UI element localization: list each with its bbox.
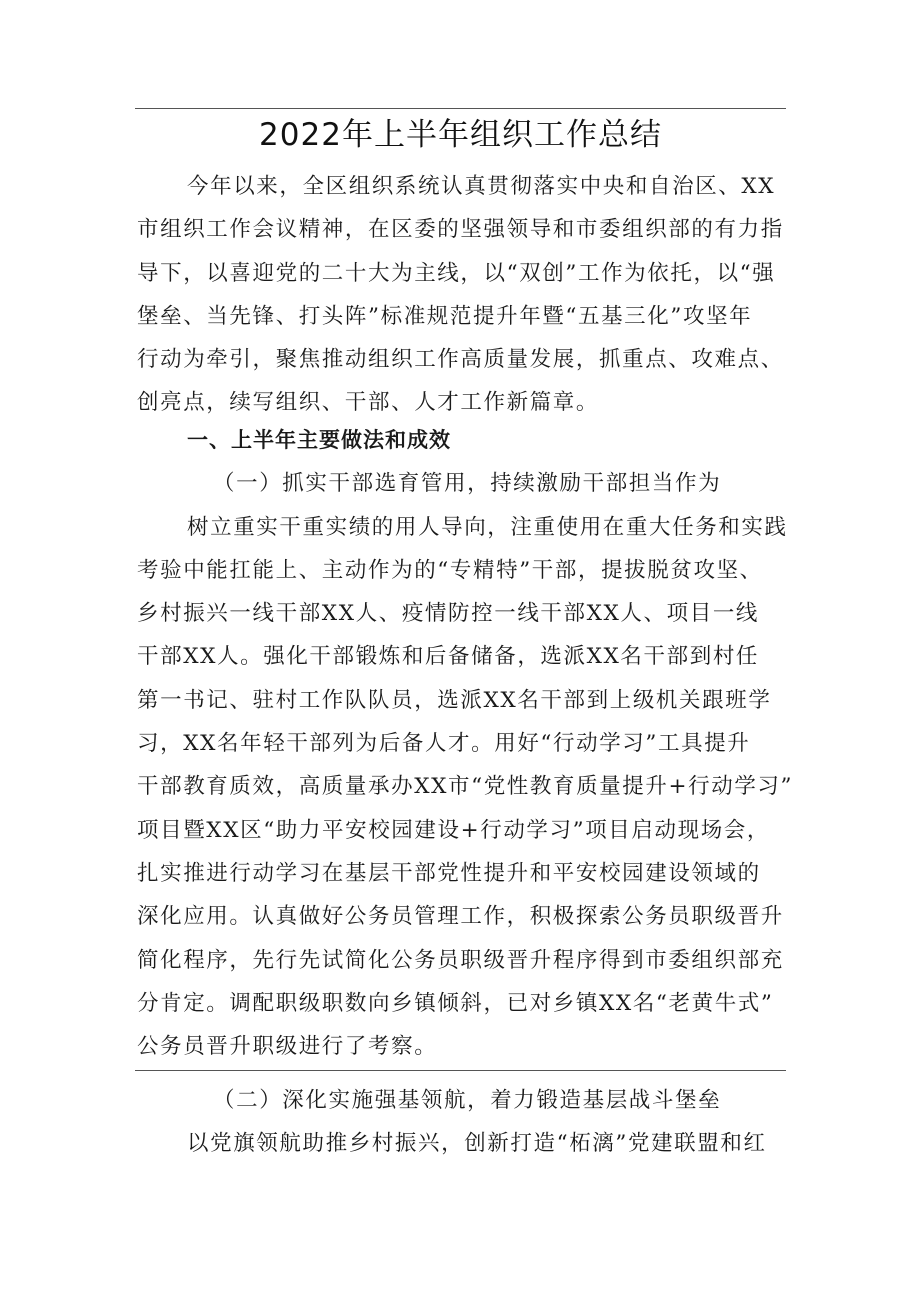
section-heading: 一、上半年主要做法和成效 [187, 428, 451, 452]
page-break-rule [135, 1070, 786, 1071]
paragraph-line: 以党旗领航助推乡村振兴，创新打造“柘漓”党建联盟和红 [187, 1131, 767, 1157]
paragraph-line: 考验中能扛能上、主动作为的“专精特”干部，提拔脱贫攻坚、 [137, 557, 763, 583]
paragraph-line: 扎实推进行动学习在基层干部党性提升和平安校园建设领域的 [137, 860, 761, 886]
subsection-title: （一）抓实干部选育管用，持续激励干部担当作为 [213, 471, 722, 497]
section-1 [137, 419, 794, 1068]
subsection-title: （二）深化实施强基领航，着力锻造基层战斗堡垒 [213, 1088, 722, 1113]
paragraph-line: 导下，以喜迎党的二十大为主线，以“双创”工作为依托，以“强 [137, 260, 776, 286]
paragraph-line: 简化程序，先行先试简化公务员职级晋升程序得到市委组织部充 [137, 947, 784, 973]
top-rule [135, 108, 786, 109]
paragraph-line: 深化应用。认真做好公务员管理工作，积极探索公务员职级晋升 [137, 904, 784, 930]
paragraph-line: 项目暨XX区“助力平安校园建设+行动学习”项目启动现场会， [137, 817, 771, 843]
paragraph-line: 干部XX人。强化干部锻炼和后备储备，选派XX名干部到村任 [137, 644, 760, 670]
paragraph-line: 乡村振兴一线干部XX人、疫情防控一线干部XX人、项目一线 [137, 601, 760, 627]
intro-paragraph [137, 165, 788, 425]
paragraph-line: 行动为牵引，聚焦推动组织工作高质量发展，抓重点、攻难点、 [137, 347, 784, 373]
paragraph-line: 堡垒、当先锋、打头阵”标准规范提升年暨“五基三化”攻坚年 [137, 303, 753, 329]
paragraph-line: 干部教育质效，高质量承办XX市“党性教育质量提升+行动学习” [137, 774, 794, 800]
paragraph-line: 公务员晋升职级进行了考察。 [137, 1034, 438, 1060]
paragraph-line: 分肯定。调配职级职数向乡镇倾斜，已对乡镇XX名“老黄牛式” [137, 990, 774, 1016]
paragraph-line: 树立重实干重实绩的用人导向，注重使用在重大任务和实践 [187, 514, 788, 540]
paragraph-line: 市组织工作会议精神，在区委的坚强领导和市委组织部的有力指 [137, 217, 784, 243]
paragraph-line: 第一书记、驻村工作队队员，选派XX名干部到上级机关跟班学 [137, 687, 772, 713]
paragraph-line: 习，XX名年轻干部列为后备人才。用好“行动学习”工具提升 [137, 731, 751, 757]
paragraph-line: 今年以来，全区组织系统认真贯彻落实中央和自治区、XX [187, 174, 776, 199]
document-title: 2022年上半年组织工作总结 [259, 117, 662, 153]
paragraph-line: 创亮点，续写组织、干部、人才工作新篇章。 [137, 390, 600, 416]
section-1-part-2 [137, 1079, 788, 1166]
